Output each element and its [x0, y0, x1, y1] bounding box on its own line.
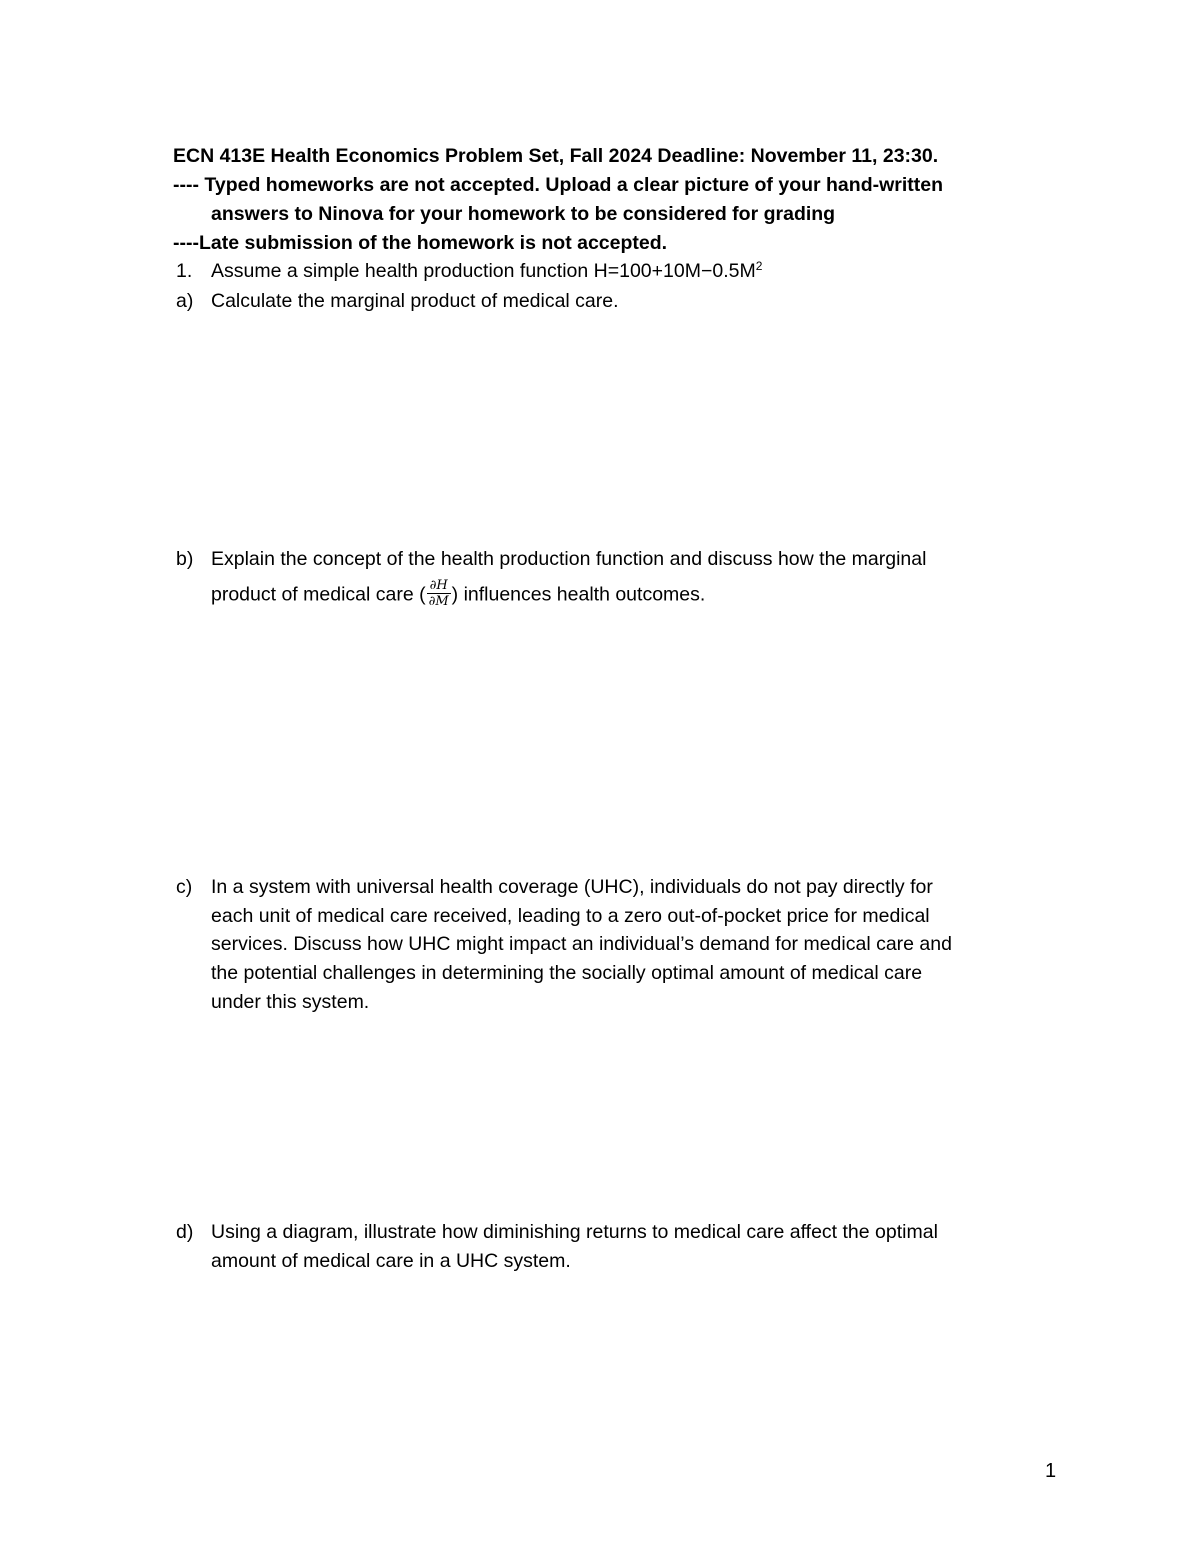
typed-homework-note-line-1: ---- Typed homeworks are not accepted. Upload a clear picture of your hand-written: [173, 174, 944, 196]
question-1-statement: Assume a simple health production function H=100+10M−0.5M: [211, 260, 756, 282]
part-c-label: c): [176, 876, 193, 898]
typed-homework-note-line-2: answers to Ninova for your homework to be considered for grading: [211, 203, 836, 225]
page-number: 1: [1045, 1460, 1057, 1482]
question-1-text: [211, 257, 762, 286]
fraction-denominator: ∂M: [428, 594, 449, 609]
question-1-exponent: 2: [755, 259, 763, 273]
part-b-line-1: Explain the concept of the health production function and discuss how the marginal: [211, 548, 927, 570]
part-c-line-1: In a system with universal health coverage (UHC), individuals do not pay directly for: [211, 876, 933, 898]
late-submission-note: ----Late submission of the homework is not accepted.: [173, 232, 668, 254]
part-b-line-2-end: ) influences health outcomes.: [451, 583, 706, 606]
part-c-line-3: services. Discuss how UHC might impact an individual’s demand for medical care and: [211, 933, 952, 955]
part-b-label: b): [176, 548, 194, 570]
part-a-text: Calculate the marginal product of medical care.: [211, 290, 619, 312]
document-title: ECN 413E Health Economics Problem Set, Fall 2024 Deadline: November 11, 23:30.: [173, 145, 939, 167]
part-d-line-1: Using a diagram, illustrate how diminishing returns to medical care affect the optimal: [211, 1221, 938, 1243]
part-b-line-2-start: product of medical care (: [211, 583, 426, 606]
part-b-line-2: [211, 580, 705, 611]
partial-derivative-fraction: [427, 578, 451, 609]
question-1-number: 1.: [176, 260, 193, 282]
part-d-line-2: amount of medical care in a UHC system.: [211, 1250, 571, 1272]
part-d-label: d): [176, 1221, 194, 1243]
part-c-line-2: each unit of medical care received, leading to a zero out-of-pocket price for medical: [211, 905, 930, 927]
part-c-line-5: under this system.: [211, 991, 370, 1013]
fraction-numerator: ∂H: [427, 578, 451, 594]
part-a-label: a): [176, 290, 194, 312]
part-c-line-4: the potential challenges in determining the socially optimal amount of medical care: [211, 962, 923, 984]
